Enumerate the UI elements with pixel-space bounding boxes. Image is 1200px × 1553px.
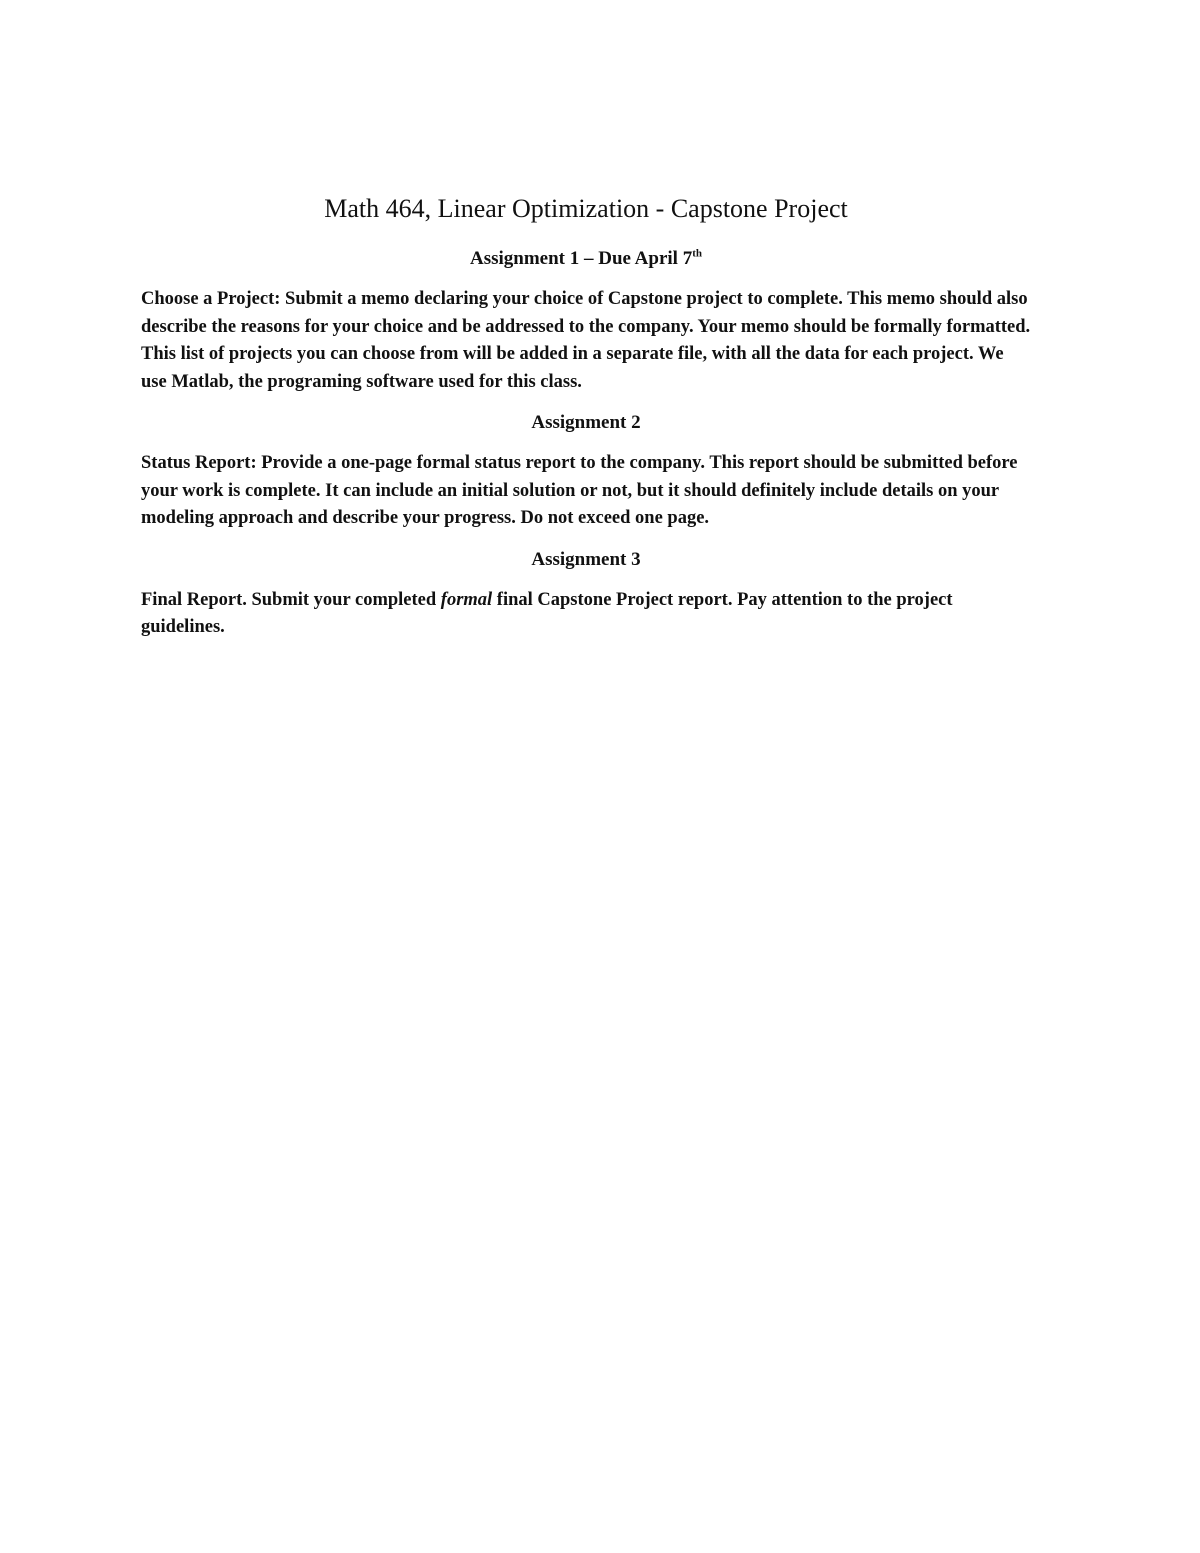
assignment-2-lead: Status Report: (141, 453, 257, 473)
assignment-3-body-before: Submit your completed (246, 589, 441, 610)
assignment-1-paragraph (141, 286, 1031, 396)
assignment-3-body-after: final Capstone Project report. Pay attention to the project guidelines. (141, 589, 953, 637)
document-content (141, 192, 1031, 656)
document-title: Math 464, Linear Optimization - Capstone Project (324, 194, 848, 223)
assignment-2-body: Provide a one-page formal status report to the company. This report should be submitted before your work is complete. It can include an initial solution or not, but it should definitely include details on your modeling approach and describe your progress. Do not exceed one page. (141, 453, 1018, 528)
assignment-3-paragraph (141, 587, 1031, 642)
assignment-1-heading (141, 246, 1031, 272)
assignment-2-heading: Assignment 2 (531, 412, 641, 433)
assignment-1-lead: Choose a Project: (141, 289, 281, 309)
assignment-1-body: Submit a memo declaring your choice of Capstone project to complete. This memo should also describe the reasons for your choice and be addressed to the company. Your memo should be formally formatted. This list of projects you can choose from will be added in a separate file, with all the data for each project. We use Matlab, the programing software used for this class. (141, 289, 1031, 392)
assignment-3-body-emphasis: formal (440, 589, 493, 610)
assignment-2-paragraph (141, 450, 1031, 533)
assignment-1-heading-text: Assignment 1 – Due April 7 (470, 248, 693, 269)
assignment-1-heading-superscript: th (692, 247, 702, 260)
assignment-3-heading: Assignment 3 (531, 548, 641, 570)
assignment-3-lead: Final Report. (141, 589, 247, 610)
